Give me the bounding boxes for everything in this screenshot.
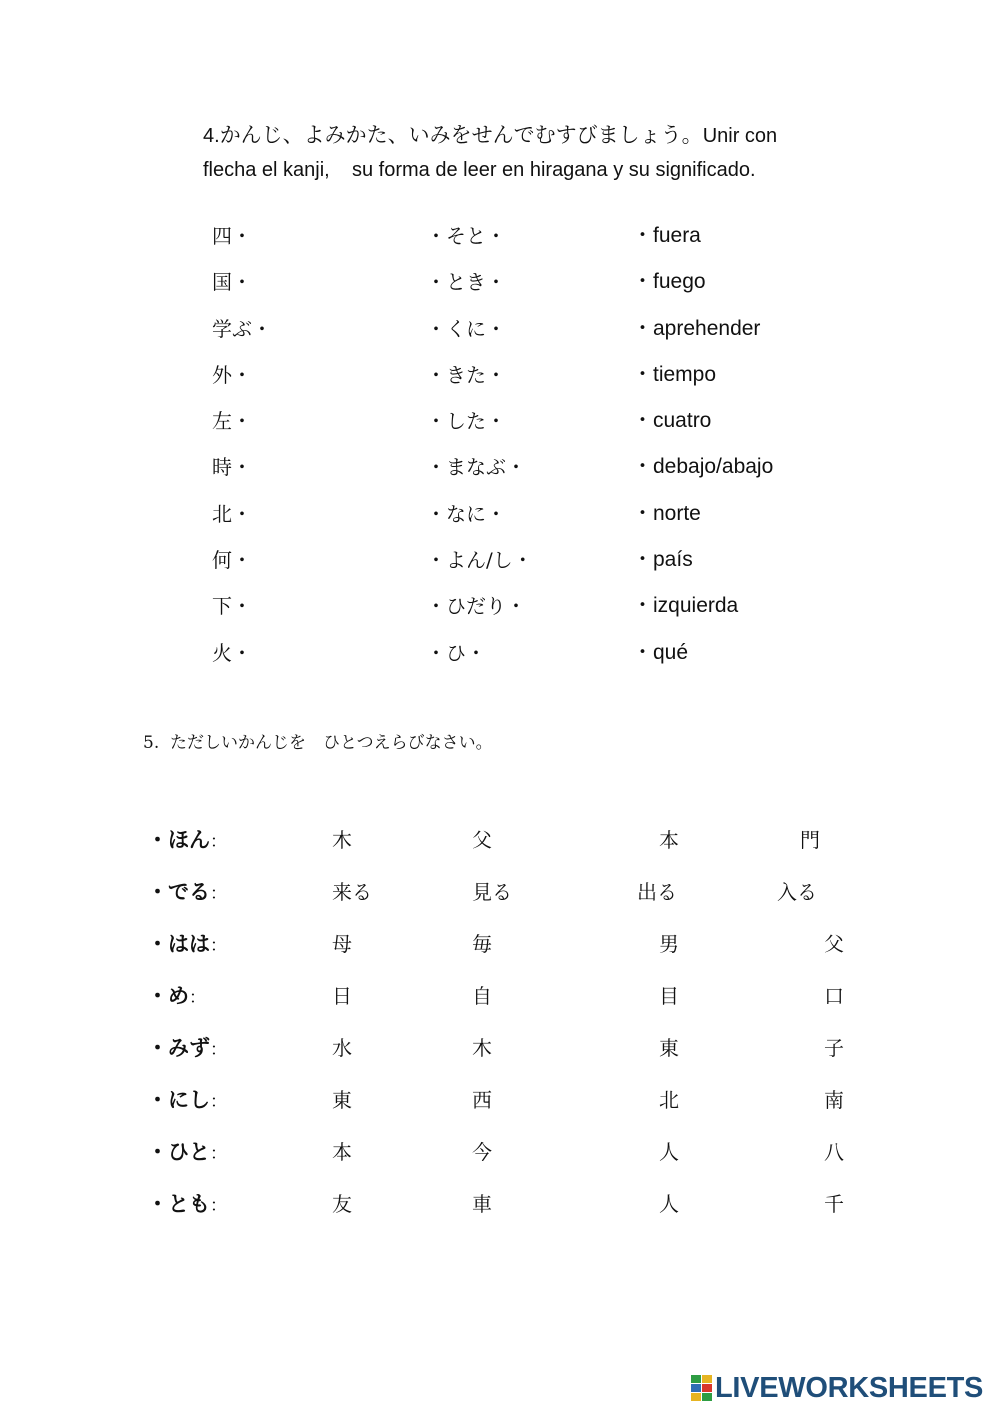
meaning-item: ・norte xyxy=(632,501,701,525)
meaning-item: ・aprehender xyxy=(632,316,761,340)
kana-item: ・した・ xyxy=(426,409,506,434)
choice-row-nishi xyxy=(0,1080,999,1132)
choice-row-hito xyxy=(0,1132,999,1184)
kanji-option[interactable]: 見る xyxy=(472,880,512,904)
kanji-option[interactable]: 自 xyxy=(472,984,492,1008)
kanji-option[interactable]: 木 xyxy=(332,828,352,852)
kanji-option[interactable]: 入る xyxy=(777,880,817,904)
kanji-option[interactable]: 目 xyxy=(659,984,679,1008)
kana-item: ・きた・ xyxy=(426,362,506,387)
kanji-item: 北・ xyxy=(212,501,252,526)
meaning-column xyxy=(632,218,773,681)
kanji-option[interactable]: 毎 xyxy=(472,932,492,956)
kanji-option[interactable]: 男 xyxy=(659,932,679,956)
meaning-item: ・fuera xyxy=(632,224,701,247)
kanji-item: 何・ xyxy=(212,548,252,573)
kanji-option[interactable]: 八 xyxy=(824,1140,844,1164)
reading-label: ・にし： xyxy=(147,1087,227,1112)
kana-item: ・よん/し・ xyxy=(426,548,533,573)
kanji-item: 左・ xyxy=(212,409,252,434)
kana-item: ・くに・ xyxy=(426,316,506,341)
kanji-option[interactable]: 門 xyxy=(800,828,820,852)
kanji-option[interactable]: 千 xyxy=(824,1192,844,1216)
kanji-option[interactable]: 日 xyxy=(332,984,352,1008)
meaning-item: ・tiempo xyxy=(632,362,717,386)
reading-label: ・ほん： xyxy=(147,827,227,852)
kanji-option[interactable]: 北 xyxy=(659,1088,679,1112)
kanji-item: 外・ xyxy=(212,362,252,387)
kanji-option[interactable]: 東 xyxy=(659,1036,679,1060)
q5-instructions: 5. ただしいかんじを ひとつえらびなさい。 xyxy=(143,733,493,753)
kanji-option[interactable]: 父 xyxy=(824,932,844,956)
choice-row-deru xyxy=(0,872,999,924)
reading-label: ・はは： xyxy=(147,931,227,956)
liveworksheets-brand xyxy=(691,1371,983,1405)
kanji-option[interactable]: 口 xyxy=(824,984,844,1008)
kanji-option[interactable]: 西 xyxy=(472,1088,492,1112)
kanji-item: 四・ xyxy=(212,224,252,248)
q4-instruction-jp: かんじ、よみかた、いみをせんでむすびましょう。 xyxy=(219,123,703,147)
choice-row-me xyxy=(0,976,999,1028)
choice-row-haha xyxy=(0,924,999,976)
kanji-option[interactable]: 水 xyxy=(332,1036,352,1060)
liveworksheets-wordmark: LIVEWORKSHEETS xyxy=(715,1371,984,1404)
kanji-column xyxy=(212,218,272,681)
liveworksheets-logo-icon xyxy=(691,1375,713,1401)
kanji-option[interactable]: 南 xyxy=(824,1088,844,1112)
q4-instructions xyxy=(203,118,863,187)
kanji-option[interactable]: 父 xyxy=(472,828,492,852)
kanji-option[interactable]: 東 xyxy=(332,1088,352,1112)
reading-label: ・とも： xyxy=(147,1191,227,1216)
meaning-item: ・fuego xyxy=(632,270,706,294)
q4-instruction-es-1: Unir con xyxy=(702,125,778,147)
reading-label: ・でる： xyxy=(147,879,227,904)
kanji-option[interactable]: 友 xyxy=(332,1192,352,1216)
kana-item: ・ひ・ xyxy=(426,640,486,665)
reading-label: ・め： xyxy=(147,983,206,1008)
kana-item: ・なに・ xyxy=(426,501,506,526)
kanji-option[interactable]: 来る xyxy=(332,880,372,904)
kana-item: ・とき・ xyxy=(426,270,506,295)
choice-row-tomo xyxy=(0,1184,999,1236)
kanji-option[interactable]: 本 xyxy=(332,1140,352,1164)
kanji-item: 国・ xyxy=(212,270,252,295)
kanji-item: 時・ xyxy=(212,455,252,480)
meaning-item: ・país xyxy=(632,548,693,572)
choice-row-hon xyxy=(0,820,999,872)
kanji-item: 学ぶ・ xyxy=(212,316,272,341)
kana-item: ・そと・ xyxy=(426,224,506,248)
q4-number: 4. xyxy=(203,125,220,147)
kanji-option[interactable]: 子 xyxy=(824,1036,844,1060)
kana-column xyxy=(426,218,533,681)
meaning-item: ・qué xyxy=(632,640,689,664)
kanji-option[interactable]: 人 xyxy=(659,1140,679,1164)
reading-label: ・ひと： xyxy=(147,1139,227,1164)
choice-row-mizu xyxy=(0,1028,999,1080)
reading-label: ・みず： xyxy=(147,1035,227,1060)
meaning-item: ・debajo/abajo xyxy=(632,455,774,479)
kanji-item: 下・ xyxy=(212,594,252,619)
q5-choice-table xyxy=(0,820,999,1236)
meaning-item: ・cuatro xyxy=(632,409,712,433)
kanji-option[interactable]: 今 xyxy=(472,1140,492,1164)
kanji-option[interactable]: 出る xyxy=(637,880,677,904)
kana-item: ・まなぶ・ xyxy=(426,455,526,480)
meaning-item: ・izquierda xyxy=(632,594,739,618)
q4-instruction-es-2: flecha el kanji, su forma de leer en hiragana y su significado. xyxy=(203,159,756,181)
kanji-option[interactable]: 木 xyxy=(472,1036,492,1060)
kana-item: ・ひだり・ xyxy=(426,594,526,619)
kanji-option[interactable]: 車 xyxy=(472,1192,492,1216)
kanji-option[interactable]: 母 xyxy=(332,932,352,956)
kanji-item: 火・ xyxy=(212,640,252,665)
kanji-option[interactable]: 本 xyxy=(659,828,679,852)
kanji-option[interactable]: 人 xyxy=(659,1192,679,1216)
